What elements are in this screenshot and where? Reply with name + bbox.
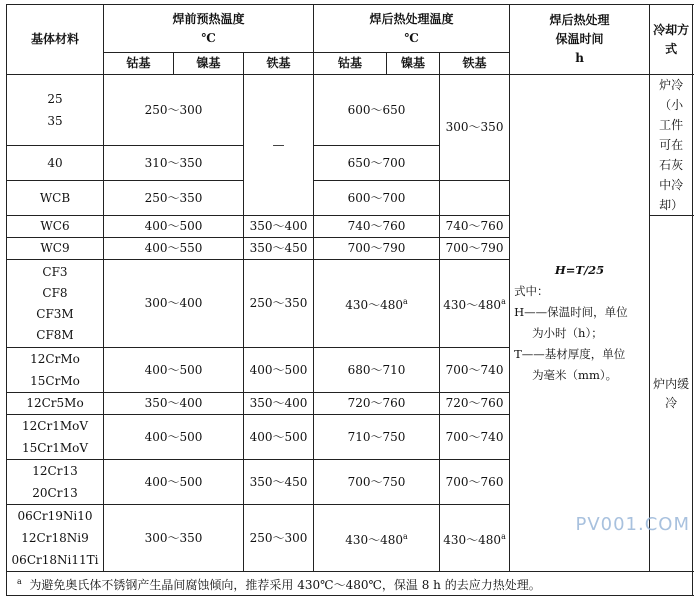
preheat-fe-cell: 250～300 (244, 505, 314, 572)
pwht-fe-cell (440, 260, 510, 348)
preheat-co-ni-cell: 300～400 (104, 260, 244, 348)
material-25: 25 (47, 92, 63, 107)
preheat-fe-cell: 350～400 (244, 216, 314, 238)
material-cell (7, 75, 104, 146)
preheat-co-ni-cell: 350～400 (104, 393, 244, 415)
footnote-mark: a (501, 531, 506, 541)
material-20cr13: 20Cr13 (32, 486, 78, 500)
material-12cr5mo: 12Cr5Mo (7, 393, 104, 415)
pwht-co-ni-cell: 600～700 (314, 181, 440, 216)
material-cell (7, 260, 104, 348)
material-cf8m: CF8M (36, 327, 74, 342)
preheat-fe-cell: 400～500 (244, 415, 314, 460)
preheat-fe-cell: 350～450 (244, 238, 314, 260)
header-preheat-cobalt: 钴基 (104, 53, 174, 75)
preheat-fe-cell: 250～350 (244, 260, 314, 348)
material-35: 35 (47, 114, 63, 129)
pwht-fe-cell: 700～790 (440, 238, 510, 260)
cooling-cell-slow: 炉内缓冷 (650, 216, 693, 572)
preheat-co-ni-cell: 310～350 (104, 146, 244, 181)
material-wcb: WCB (7, 181, 104, 216)
pwht-co-ni-cell: 710～750 (314, 415, 440, 460)
material-12cr1mov: 12Cr1MoV (22, 419, 88, 433)
watermark: PV001.COM (575, 514, 690, 535)
heat-treatment-table-sheet (6, 4, 692, 592)
hold-line-2: H——保温时间，单位 (514, 305, 628, 319)
pwht-fe-cell: 300～350 (440, 75, 510, 181)
hold-line-4: T——基材厚度，单位 (514, 347, 626, 361)
hold-formula: H=T/25 (554, 263, 605, 277)
preheat-co-ni-cell: 400～500 (104, 460, 244, 505)
preheat-co-ni-cell: 300～350 (104, 505, 244, 572)
pwht-fe-cell: 740～760 (440, 216, 510, 238)
header-pwht (314, 5, 510, 53)
material-12cr13: 12Cr13 (32, 464, 78, 478)
table-row (7, 75, 693, 146)
pwht-co-ni-cell: 700～790 (314, 238, 440, 260)
footnote-mark: a (17, 577, 22, 586)
pwht-unit: ℃ (404, 30, 419, 45)
header-preheat-nickel: 镍基 (174, 53, 244, 75)
pwht-co-ni-cell: 650～700 (314, 146, 440, 181)
preheat-co-ni-cell: 250～350 (104, 181, 244, 216)
footnote-mark: a (403, 297, 408, 306)
pwht-co-ni-cell (314, 505, 440, 572)
material-cf8: CF8 (42, 285, 68, 300)
hold-line-5: 为毫米（mm）。 (532, 368, 618, 382)
preheat-co-ni-cell: 400～500 (104, 348, 244, 393)
header-pwht-cobalt: 钴基 (314, 53, 387, 75)
pwht-fe-cell: 700～760 (440, 460, 510, 505)
material-cf3m: CF3M (36, 306, 74, 321)
preheat-co-ni-cell: 400～500 (104, 415, 244, 460)
heat-treatment-table (6, 4, 693, 596)
material-cell (7, 460, 104, 505)
material-cell (7, 348, 104, 393)
preheat-fe-cell: 400～500 (244, 348, 314, 393)
material-06cr19ni10: 06Cr19Ni10 (17, 509, 93, 523)
pwht-value: 430～480 (443, 532, 502, 547)
preheat-fe-cell: 350～400 (244, 393, 314, 415)
footnote (7, 572, 693, 596)
pwht-co-ni-cell: 720～760 (314, 393, 440, 415)
preheat-co-ni-cell: 250～300 (104, 75, 244, 146)
material-wc9: WC9 (7, 238, 104, 260)
pwht-co-ni-cell: 740～760 (314, 216, 440, 238)
material-cell (7, 415, 104, 460)
header-pwht-iron: 铁基 (440, 53, 510, 75)
header-base-material: 基体材料 (7, 5, 104, 75)
header-preheat-iron: 铁基 (244, 53, 314, 75)
material-15crmo: 15CrMo (30, 374, 80, 388)
preheat-co-ni-cell: 400～500 (104, 216, 244, 238)
material-cell (7, 505, 104, 572)
pwht-fe-cell: 720～760 (440, 393, 510, 415)
footnote-row (7, 572, 693, 596)
preheat-co-ni-cell: 400～550 (104, 238, 244, 260)
pwht-fe-cell: 700～740 (440, 348, 510, 393)
hold-subtitle: 保温时间 (555, 32, 604, 46)
hold-line-1: 式中： (514, 284, 549, 298)
pwht-co-ni-cell (314, 260, 440, 348)
hold-unit: h (575, 51, 584, 65)
pwht-title: 焊后热处理温度 (369, 11, 454, 26)
header-preheat (104, 5, 314, 53)
footnote-mark: a (403, 531, 408, 541)
pwht-value: 430～480 (345, 532, 404, 547)
material-wc6: WC6 (7, 216, 104, 238)
pwht-fe-blank (440, 181, 510, 216)
pwht-co-ni-cell: 680～710 (314, 348, 440, 393)
header-hold-time (510, 5, 650, 75)
footnote-mark: a (501, 297, 506, 306)
preheat-fe-cell: — (244, 75, 314, 216)
hold-title: 焊后热处理 (549, 13, 610, 27)
pwht-fe-cell (440, 505, 510, 572)
material-15cr1mov: 15Cr1MoV (22, 441, 88, 455)
hold-time-cell (510, 75, 650, 572)
material-40: 40 (7, 146, 104, 181)
pwht-value: 430～480 (345, 298, 404, 312)
preheat-title: 焊前预热温度 (172, 11, 245, 26)
preheat-unit: ℃ (201, 30, 216, 45)
pwht-co-ni-cell: 700～750 (314, 460, 440, 505)
material-06cr18ni11ti: 06Cr18Ni11Ti (11, 553, 99, 567)
preheat-fe-cell: 350～450 (244, 460, 314, 505)
pwht-value: 430～480 (443, 298, 502, 312)
material-cf3: CF3 (42, 264, 68, 279)
material-12cr18ni9: 12Cr18Ni9 (21, 531, 89, 545)
pwht-co-ni-cell: 600～650 (314, 75, 440, 146)
header-pwht-nickel: 镍基 (387, 53, 440, 75)
header-cooling: 冷却方式 (650, 5, 693, 75)
material-12crmo: 12CrMo (30, 352, 80, 366)
hold-line-3: 为小时（h）； (532, 326, 603, 340)
pwht-fe-cell: 700～740 (440, 415, 510, 460)
footnote-text: 为避免奥氏体不锈钢产生晶间腐蚀倾向，推荐采用 430℃～480℃，保温 8 h 的去应力热处理。 (29, 578, 541, 592)
cooling-cell-furnace: 炉冷（小工件可在石灰中冷却） (650, 75, 693, 216)
